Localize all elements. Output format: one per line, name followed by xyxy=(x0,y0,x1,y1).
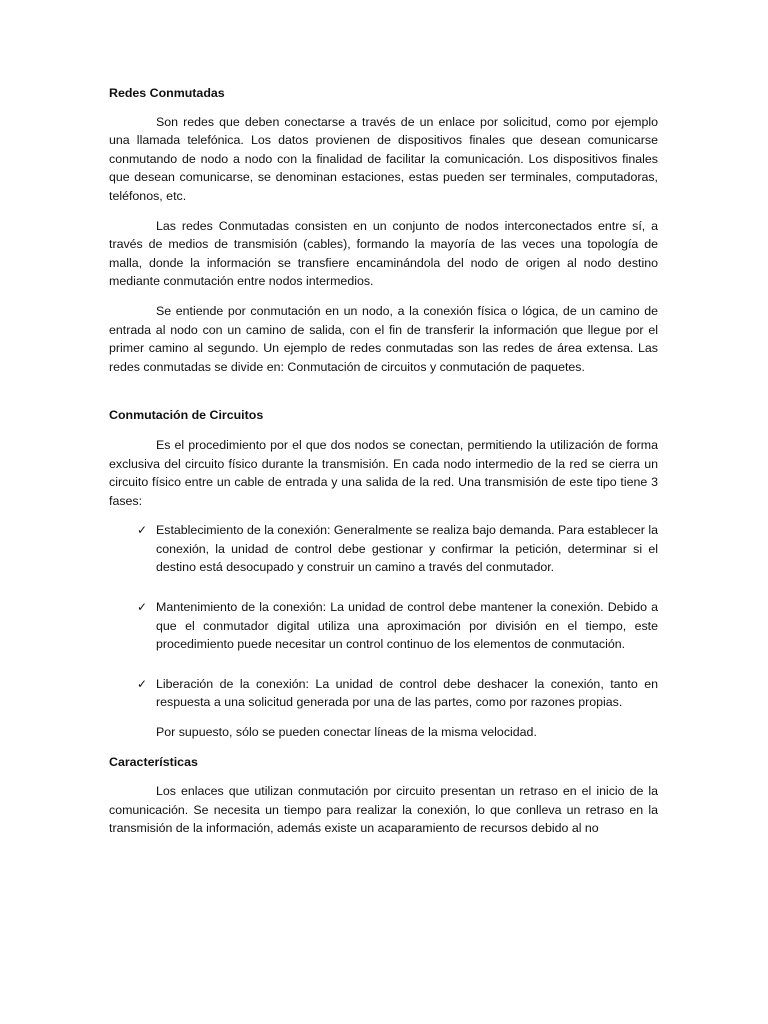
paragraph-redes-intro: Son redes que deben conectarse a través de un enlace por solicitud, como por ejemplo una llamada telefónica. Los datos provienen de dispositivos finales que desean comunicarse conmutando de nodo a nodo con la finalidad de facilitar la comunicación. Los dispositivos finales que desean comunicarse, se denominan estaciones, estas pueden ser terminales, computadoras, teléfonos, etc. xyxy=(109,114,658,203)
section-title-conmutacion-circuitos: Conmutación de Circuitos xyxy=(109,408,264,423)
paragraph-circuitos-intro: Es el procedimiento por el que dos nodos se conectan, permitiendo la utilización de forma exclusiva del circuito físico durante la transmisión. En cada nodo intermedio de la red se cierra un circuito físico entre un cable de entrada y una salida de la red. Una transmisión de este tipo tiene 3 fases: xyxy=(109,437,658,508)
checkmark-icon: ✓ xyxy=(137,600,148,615)
checkmark-icon: ✓ xyxy=(137,676,148,691)
list-item-mantenimiento xyxy=(109,598,658,654)
list-item-establecimiento xyxy=(109,521,658,577)
paragraph-misma-velocidad: Por supuesto, sólo se pueden conectar líneas de la misma velocidad. xyxy=(156,725,537,740)
paragraph-redes-nodos: Las redes Conmutadas consisten en un conjunto de nodos interconectados entre sí, a través de medios de transmisión (cables), formando la mayoría de las veces una topología de malla, donde la información se transfiere encaminándola del nodo de origen al nodo destino mediante conmutación entre nodos intermedios. xyxy=(109,218,658,289)
list-item-text: Mantenimiento de la conexión: La unidad de control debe mantener la conexión. Debido a que el conmutador digital utiliza una aproximación por división en el tiempo, este procedimiento puede necesitar un control continuo de los elementos de conmutación. xyxy=(156,600,658,652)
section-title-redes-conmutadas: Redes Conmutadas xyxy=(109,86,225,100)
paragraph-caracteristicas: Los enlaces que utilizan conmutación por circuito presentan un retraso en el inicio de la comunicación. Se necesita un tiempo para realizar la conexión, lo que conlleva un retraso en la transmisión de la información, además existe un acaparamiento de recursos debido al no xyxy=(109,784,658,836)
list-item-text: Liberación de la conexión: La unidad de control debe deshacer la conexión, tanto en respuesta a una solicitud generada por una de las partes, como por razones propias. xyxy=(156,676,658,710)
checkmark-icon: ✓ xyxy=(137,523,148,538)
list-item-liberacion xyxy=(109,675,658,712)
paragraph-redes-conmutacion: Se entiende por conmutación en un nodo, a la conexión física o lógica, de un camino de entrada al nodo con un camino de salida, con el fin de transferir la información que llegue por el primer camino al segundo. Un ejemplo de redes conmutadas son las redes de área extensa. Las redes conmutadas se divide en: Conmutación de circuitos y conmutación de paquetes. xyxy=(109,303,658,374)
document-page xyxy=(109,84,658,838)
section-title-caracteristicas: Características xyxy=(109,754,198,769)
phases-list xyxy=(109,521,658,712)
list-item-text: Establecimiento de la conexión: Generalmente se realiza bajo demanda. Para establecer la conexión, la unidad de control debe gestionar y confirmar la petición, determinar si el destino está desocupado y construir un camino a través del conmutador. xyxy=(156,523,658,575)
